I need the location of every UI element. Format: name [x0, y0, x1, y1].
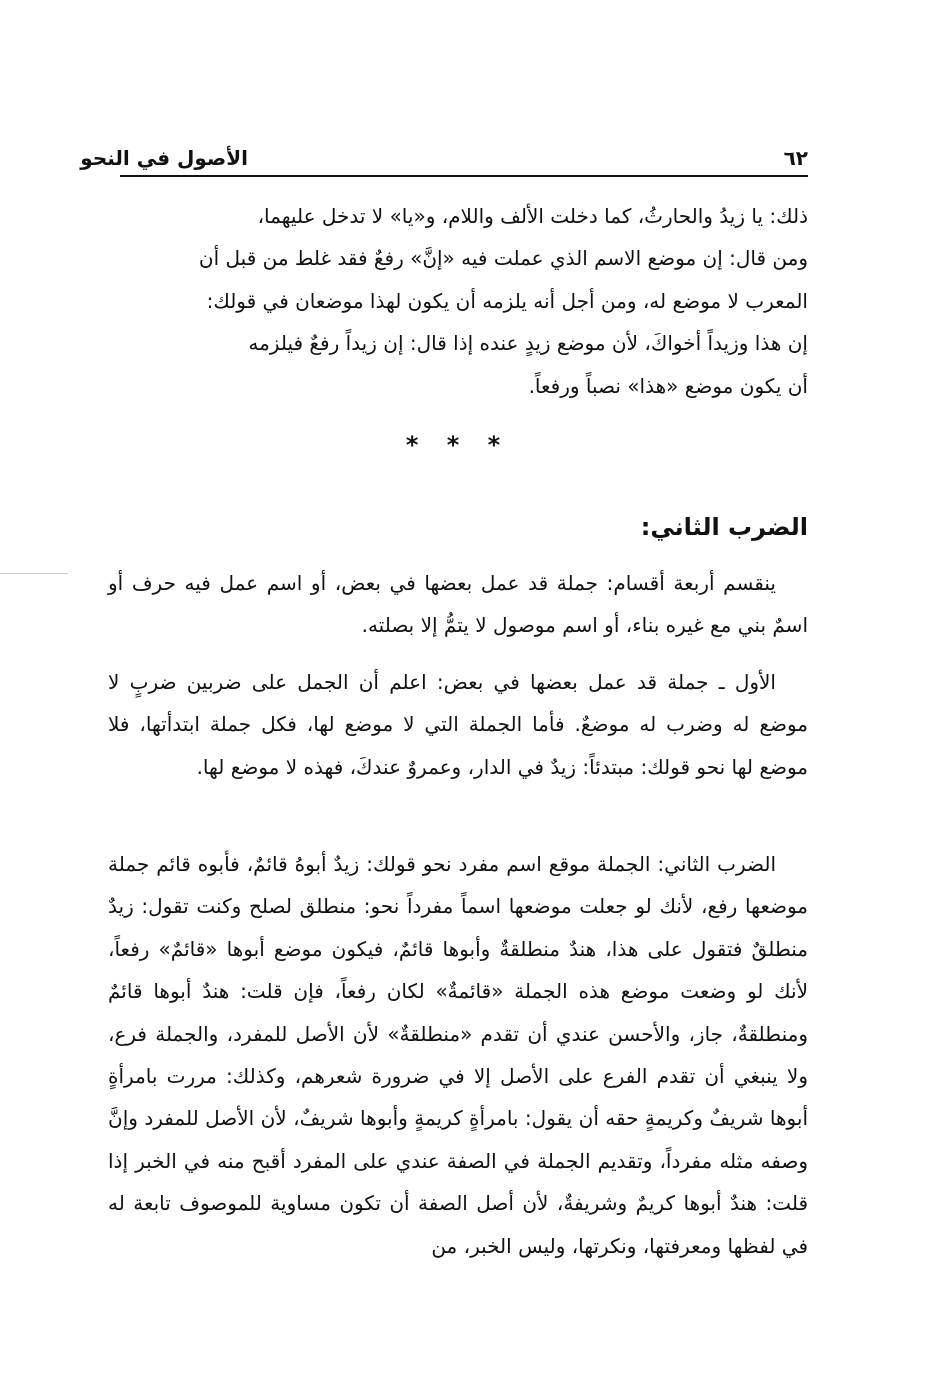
section-heading: الضرب الثاني:	[640, 513, 808, 541]
text-line: ذلك: يا زيدُ والحارثُ، كما دخلت الألف واللام، و«يا» لا تدخل عليهما،	[257, 204, 808, 228]
section-separator: * * *	[405, 431, 511, 459]
text-line: المعرب لا موضع له، ومن أجل أنه يلزمه أن يكون لهذا موضعان في قولك:	[206, 288, 808, 313]
text-line: ومن قال: إن موضع الاسم الذي عملت فيه «إنَّ» رفعٌ فقد غلط من قبل أن	[198, 246, 808, 271]
header-rule	[120, 175, 808, 177]
text-line: إن هذا وزيداً أخواكَ، لأن موضع زيدٍ عنده إذا قال: إن زيداً رفعٌ فيلزمه	[248, 331, 808, 356]
margin-mark	[0, 573, 68, 574]
intro-paragraph	[108, 195, 808, 407]
paragraph-text: الأول ـ جملة قد عمل بعضها في بعض: اعلم أن الجمل على ضربين ضربٍ لا موضع له وضرب له موضعٌ. فأما الجملة التي لا موضع لها، فكل جملة ابتدأتها، فلا موضع لها نحو قولك: مبتدئاً: زيدٌ في الدار، وعمروٌ عندكَ، فهذه لا موضع لها.	[108, 670, 808, 779]
paragraph-second-type	[108, 843, 808, 1267]
page-number: ٦٢	[783, 146, 808, 170]
paragraph-text: ينقسم أربعة أقسام: جملة قد عمل بعضها في بعض، أو اسم عمل فيه حرف أو اسمٌ بني مع غيره بناء، أو اسم موصول لا يتمُّ إلا بصلته.	[108, 571, 808, 638]
text-line: أن يكون موضع «هذا» نصباً ورفعاً.	[528, 373, 808, 398]
paragraph-divisions	[108, 562, 808, 647]
running-header	[80, 140, 808, 176]
paragraph-text: الضرب الثاني: الجملة موقع اسم مفرد نحو قولك: زيدٌ أبوهُ قائمٌ، فأبوه قائم جملة موضعها رفع، لأنك لو جعلت موضعها اسماً مفرداً نحو: منطلق لصلح وكنت تقول: زيدٌ منطلقٌ فتقول على هذا، هندٌ منطلقةٌ وأبوها قائمٌ، فيكون موضع أبوها «قائمٌ» رفعاً، لأنك لو وضعت موضع هذه الجملة «قائمةٌ» لكان رفعاً، فإن قلت: هندٌ أبوها قائمٌ ومنطلقةٌ، جاز، والأحسن عندي أن تقدم «منطلقةٌ» لأن الأصل للمفرد، والجملة فرع، ولا ينبغي أن تقدم الفرع على الأصل إلا في ضرورة شعرهم، وكذلك: مررت بامرأةٍ أبوها شريفٌ وكريمةٍ حقه أن يقول: بامرأةٍ كريمةٍ وأبوها شريفٌ، لأن الأصل للمفرد وإنَّ وصفه مثله مفرداً، وتقديم الجملة في الصفة عندي على المفرد أقبح منه في الخبر إذا قلت: هندٌ أبوها كريمٌ وشريفةٌ، لأن أصل الصفة أن تكون مساوية للموصوف تابعة له في لفظها ومعرفتها، ونكرتها، وليس الخبر، من	[108, 852, 808, 1258]
paragraph-first-type	[108, 661, 808, 788]
book-title: الأصول في النحو	[80, 146, 248, 170]
